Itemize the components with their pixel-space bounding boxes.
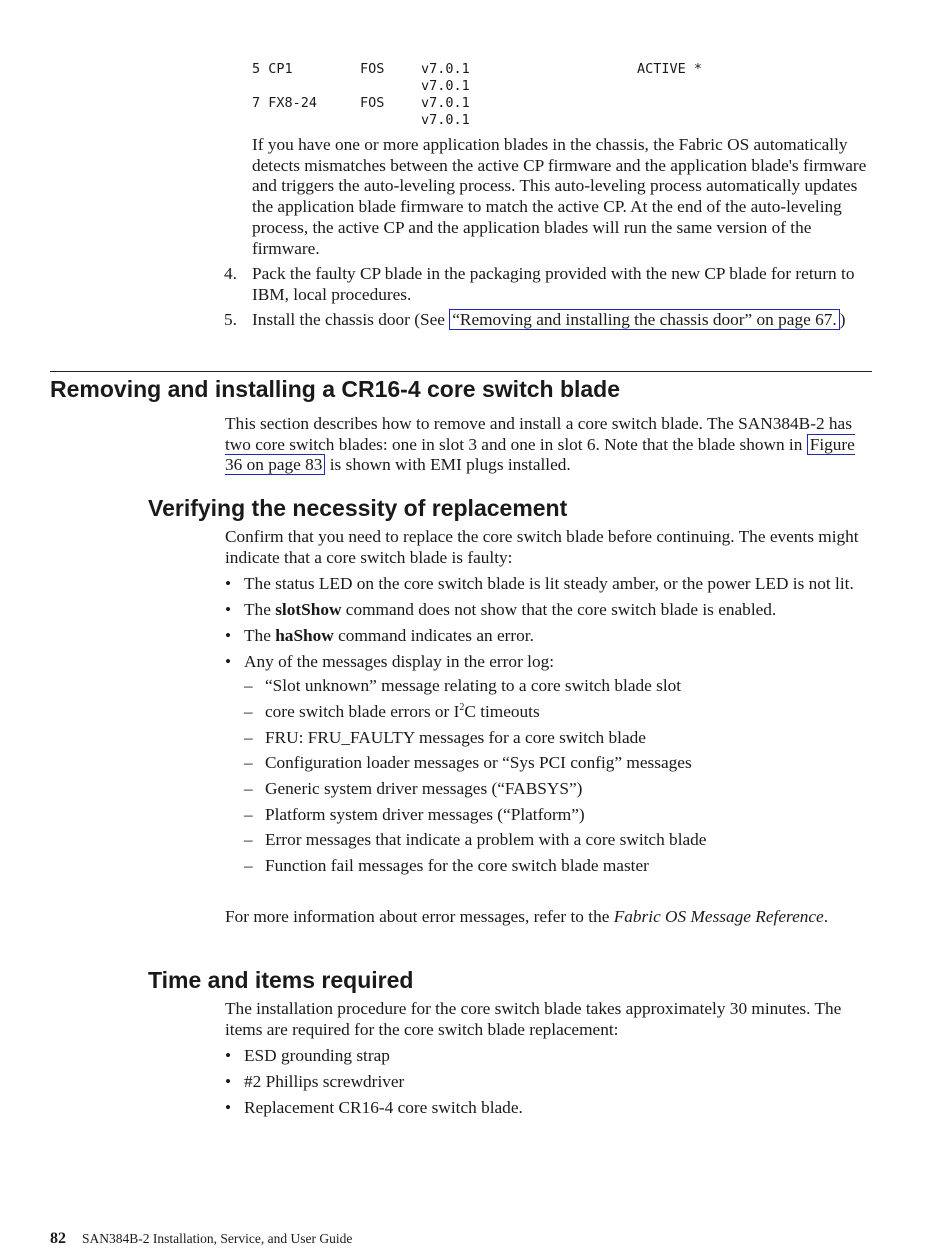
list-item: • #2 Phillips screwdriver [225, 1072, 865, 1093]
time-section-body [225, 999, 865, 1124]
section-intro-paragraph [225, 414, 870, 476]
time-items-heading: Time and items required [148, 967, 414, 993]
time-intro: The installation procedure for the core switch blade takes approximately 30 minutes. The items are required for the core switch blade replacement: [225, 999, 842, 1039]
paragraph-text: For more information about error messages, refer to the [225, 907, 614, 926]
page-number: 82 [50, 1230, 66, 1247]
step-text-after: ) [839, 310, 846, 329]
figure-36-link[interactable]: Figure 36 on page 83 [225, 434, 855, 475]
verify-intro: Confirm that you need to replace the core switch blade before continuing. The events might indicate that a core switch blade is faulty: [225, 527, 859, 567]
sub-list-item: – Configuration loader messages or “Sys PCI config” messages [244, 753, 875, 774]
auto-leveling-paragraph: If you have one or more application blades in the chassis, the Fabric OS automatically detects mismatches between the active CP firmware and the application blade's firmware and triggers the auto-leveling process. This auto-leveling process automatically updates the application blade firmware to match the active CP. At the end of the auto-leveling process, the active CP and the application blades will run the same version of the firmware. [252, 135, 867, 258]
list-item-text: The [244, 625, 276, 645]
verify-section-body [225, 527, 875, 882]
list-item-text: command indicates an error. [333, 625, 534, 645]
sub-list-item: – FRU: FRU_FAULTY messages for a core switch blade [244, 728, 875, 749]
list-item-text: The status LED on the core switch blade is lit steady amber, or the power LED is not lit. [244, 574, 854, 594]
sub-list-item: – Generic system driver messages (“FABSYS”) [244, 779, 875, 800]
step-5 [224, 310, 874, 354]
section-title: Removing and installing a CR16-4 core switch blade [50, 376, 621, 402]
code-version: v7.0.1 [421, 95, 470, 111]
required-items-list [225, 1046, 865, 1118]
code-status: ACTIVE * [637, 61, 703, 77]
step-text: Pack the faulty CP blade in the packaging provided with the new CP blade for return to IBM, local procedures. [252, 264, 855, 304]
section-text: is shown with EMI plugs installed. [325, 455, 571, 475]
superscript: 2 [459, 702, 465, 714]
symptom-list [225, 574, 875, 876]
list-item [225, 652, 875, 877]
code-type: FOS [360, 61, 385, 77]
step-text-before: Install the chassis door (See [252, 310, 450, 329]
step-text [252, 310, 852, 331]
section-divider [50, 371, 872, 372]
chassis-door-link[interactable]: “Removing and installing the chassis door” on page 67. [449, 309, 839, 330]
sub-list-item: – Platform system driver messages (“Platform”) [244, 805, 875, 826]
code-slot: 7 FX8-24 [252, 95, 318, 111]
list-item: • Replacement CR16-4 core switch blade. [225, 1098, 865, 1119]
sub-list-item: – Function fail messages for the core switch blade master [244, 856, 875, 877]
code-slot: 5 CP1 [252, 61, 293, 77]
list-item [225, 574, 875, 595]
section-text: This section describes how to remove and install a core switch blade. The SAN384B-2 has two core switch blades: one in slot 3 and one in slot 6. Note that the blade shown in [225, 414, 852, 454]
step-number: 4. [224, 264, 237, 283]
sub-list-item [244, 702, 875, 723]
command-name: haShow [275, 625, 334, 645]
page-footer [50, 1229, 352, 1249]
code-version: v7.0.1 [421, 61, 470, 77]
list-item-text: The [244, 600, 276, 620]
verify-heading: Verifying the necessity of replacement [148, 495, 568, 521]
error-message-list [244, 676, 875, 877]
list-item-text: core switch blade errors or I [265, 701, 460, 721]
code-version: v7.0.1 [421, 78, 470, 94]
code-version: v7.0.1 [421, 112, 470, 128]
list-item-text: command does not show that the core switch blade is enabled. [341, 600, 777, 620]
reference-title: Fabric OS Message Reference [613, 907, 824, 926]
document-title: SAN384B-2 Installation, Service, and User Guide [82, 1231, 353, 1246]
list-item-text: C timeouts [464, 701, 540, 721]
list-item-text: Any of the messages display in the error log: [244, 651, 555, 671]
command-name: slotShow [275, 600, 342, 620]
list-item [225, 626, 875, 647]
step-number: 5. [224, 310, 237, 329]
list-item: • ESD grounding strap [225, 1046, 865, 1067]
sub-list-item: – “Slot unknown” message relating to a core switch blade slot [244, 676, 875, 697]
step-4 [224, 264, 874, 306]
paragraph-text: . [823, 907, 829, 926]
error-reference-paragraph [225, 907, 845, 928]
list-item [225, 600, 875, 621]
code-type: FOS [360, 95, 385, 111]
sub-list-item: – Error messages that indicate a problem with a core switch blade [244, 830, 875, 851]
